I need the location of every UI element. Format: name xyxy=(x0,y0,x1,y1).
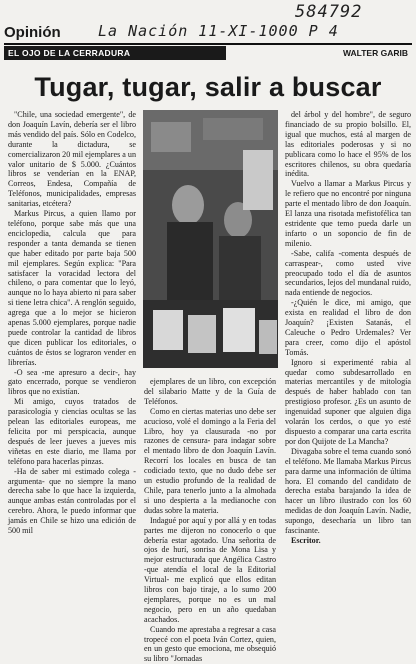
author-byline: WALTER GARIB xyxy=(342,48,408,58)
paragraph: Ignoro si experimenté rabia al quedar como subdesarrollado en materias mercantiles y de mitología después de haber hablado con tan prestigioso profesor. ¿Es un asunto de ingenuidad suponer que alguien diga volarán los cerdos, o que yo esté dispuesto a comparar una carta escrita por don Quijote de La Mancha? xyxy=(285,357,411,446)
handwritten-archive-number: 584792 xyxy=(295,2,363,22)
section-title: Opinión xyxy=(4,24,61,41)
article-column-3 xyxy=(285,110,411,546)
author-signature: Escritor. xyxy=(291,535,321,545)
paragraph: del árbol y del hombre", de seguro financiado de su propio bolsillo. El, igual que muchos, está al margen de las editoriales poderosas y si no publicara como lo hace el 95% de los escritores chilenos, su obra quedaría inédita. xyxy=(285,110,411,179)
paragraph: -Ha de saber mi estimado colega -argumenta- que no siempre la mano derecha sabe lo que hace la izquierda, aunque ambas están controladas por el cerebro. Ahora, le puedo informar que jamás en Chile se hizo una edición de 500 mil xyxy=(8,466,136,536)
paragraph: -Sabe, califa -comenta después de carraspear-, como usted vive preocupado todo el día de asuntos secundarios, lejos del mundanal ruido, nada entiende de negocios. xyxy=(285,248,411,298)
article-column-2 xyxy=(144,377,276,664)
paragraph: Cuando me aprestaba a regresar a casa tropecé con el poeta Iván Cortez, quien, en un gesto que emociona, me obsequió su libro "Jornadas xyxy=(144,624,276,664)
paragraph: Vuelvo a llamar a Markus Pircus y le refiero que no encontré por ninguna parte el mentado libro de don Joaquín. El lanza una risotada mefistofélica tan estridente que temo pueda darle un infarto o un soponcio de fin de milenio. xyxy=(285,179,411,248)
article-column-1 xyxy=(8,110,136,536)
column-name: EL OJO DE LA CERRADURA xyxy=(8,48,131,58)
section-rule xyxy=(4,43,412,45)
paragraph: Indagué por aquí y por allá y en todas partes me dijeron no conocerlo o que debería estar agotado. Una señorita de ojos de hurí, sonrisa de Mona Lisa y mejor estructurada que Angélica Castro -que atendía el local de la Editorial Virtual- me explicó que ellos editan libros con bajo tiraje, a lo sumo 200 ejemplares, porque no es un mal negocio, pero en un año quedaban acachados. xyxy=(144,515,276,624)
headline: Tugar, tugar, salir a buscar xyxy=(34,72,382,102)
handwritten-source-note: La Nación 11-XI-1000 P 4 xyxy=(98,22,339,40)
paragraph: "Chile, una sociedad emergente", de don Joaquín Lavín, debería ser el libro más vendido del país. Sólo en Codelco, durante la dictadura, se comercializaron 20 mil ejemplares a un valor unitario de $ 5.000. ¿Cuántos libros se venderían en la ENAP, Correos, Endesa, Compañía de Teléfonos, municipalidades, empresas sanitarias, etcétera? xyxy=(8,110,136,209)
paragraph: -O sea -me apresuro a decir-, hay gato encerrado, porque se vendieron libros que no existían. xyxy=(8,367,136,397)
paragraph: Divagaba sobre el tema cuando sonó el teléfono. Me llamaba Markus Pircus para darme una información de última hora. El comando del candidato de derecha estaba barajando la idea de hacer un libro ilustrado con los 60 medidas de don Joaquín Lavín. Nadie, supongo, desecharía un libro tan fascinante. xyxy=(285,446,411,536)
article-photo xyxy=(143,110,278,368)
paragraph: -¿Quién le dice, mi amigo, que exista en realidad el libro de don Joaquín? ¡Existen Satanás, el Caleuche o Pedro Urdemales? Ver para creer, como dijo el apóstol Tomás. xyxy=(285,298,411,357)
paragraph: Markus Pircus, a quien llamo por teléfono, porque sabe más que una enciclopedia, calcula que para responder a tanta demanda se tienen que haber editado por parte baja 500 mil ejemplares. Según explica: "Para satisfacer la voracidad lectora del chileno, o para comentar que lo leyó, aunque no lo haya abierto ni para saber si tiene letra chica". A renglón seguido, agrega que a lo mejor se hicieron apenas 5.000 ejemplares, porque nadie puede controlar la cantidad de libros que dicen publicar los editoriales, o cuántos de éstos se lograron vender en librerías. xyxy=(8,209,136,367)
paragraph: ejemplares de un libro, con excepción del silabario Matte y de la Guía de Teléfonos. xyxy=(144,377,276,406)
photo-graphic xyxy=(143,110,278,368)
paragraph: Como en ciertas materias uno debe ser acucioso, volé el domingo a la Feria del Libro, hoy ya clausurada -no por razones de censura- para indagar sobre el mentado libro de don Joaquín Lavín. Recorrí los locales en busca de tan codiciado texto, que no dudo debe ser un estudio profundo de la realidad de Chile, para tenerlo junto a la almohada si uno despierta a la medianoche con dudas sobre la materia. xyxy=(144,406,276,515)
paragraph: Mi amigo, cuyos tratados de parasicología y ciencias ocultas se las pelean las editoriales europeas, me felicita por mi perspicacia, aunque después de leer jueves a jueves mis viñetas en este diario, me llama por teléfono para hacerlas pinzas. xyxy=(8,397,136,466)
